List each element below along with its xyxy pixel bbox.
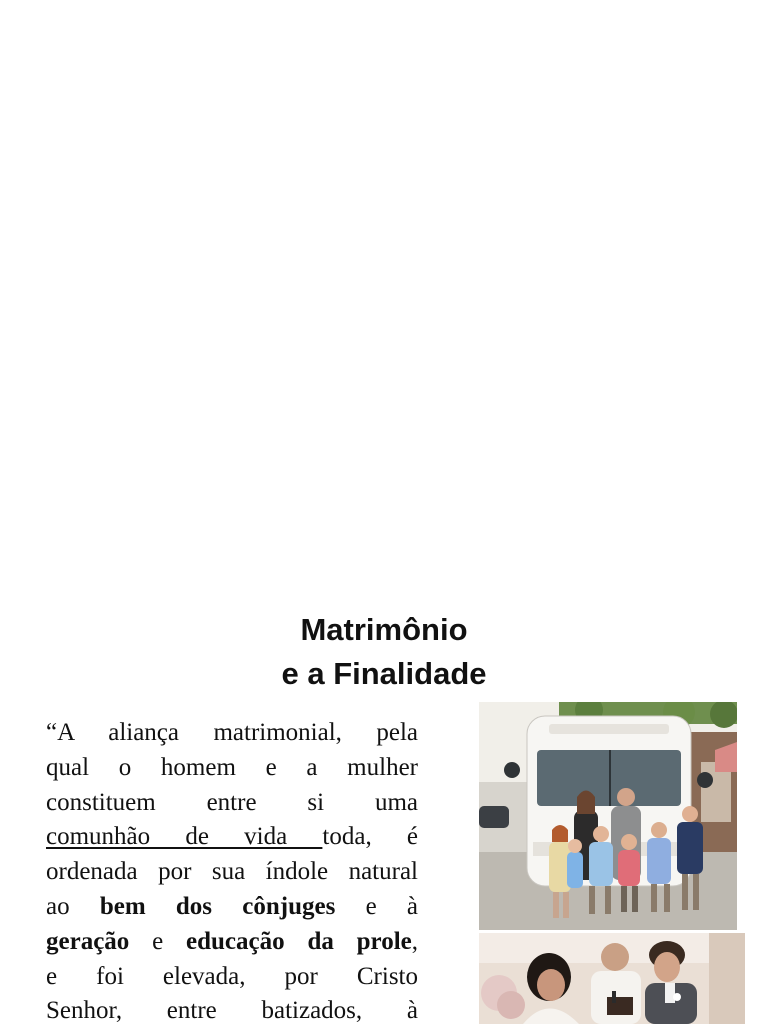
underlined-phrase: comunhão de vida [46,823,323,851]
bold-phrase: educação da prole [186,927,412,955]
bold-phrase: bem dos cônjuges [99,892,336,920]
wedding-photo [479,933,745,1024]
page-title [0,608,768,696]
quote-text: e [129,927,187,955]
quote-text: constituem entre si uma [46,788,418,816]
wedding-illustration [479,933,745,1024]
quote-line [46,820,418,855]
bold-phrase: geração [46,927,130,955]
quote-line [46,925,418,960]
quote-text: ordenada por sua índole natural [46,858,418,886]
quote-text: qual o homem e a mulher [46,753,418,781]
family-bus-photo [479,702,737,930]
quote-line [46,751,418,786]
quote-text: toda, é [322,823,419,851]
quote-text: “A aliança matrimonial, pela [46,719,418,746]
quote-line [46,960,418,995]
quote-text: Senhor, entre batizados, à [46,997,418,1025]
quote-text: , [411,927,418,955]
quote-paragraph [46,716,418,1029]
quote-line [46,716,418,751]
quote-text: ao [46,892,100,920]
quote-line [46,786,418,821]
title-line-1: Matrimônio [300,612,468,647]
quote-line [46,890,418,925]
quote-text: e foi elevada, por Cristo [46,962,418,990]
family-bus-illustration [479,702,737,930]
title-line-2: e a Finalidade [281,656,487,691]
quote-text: e à [335,892,418,920]
quote-line [46,855,418,890]
